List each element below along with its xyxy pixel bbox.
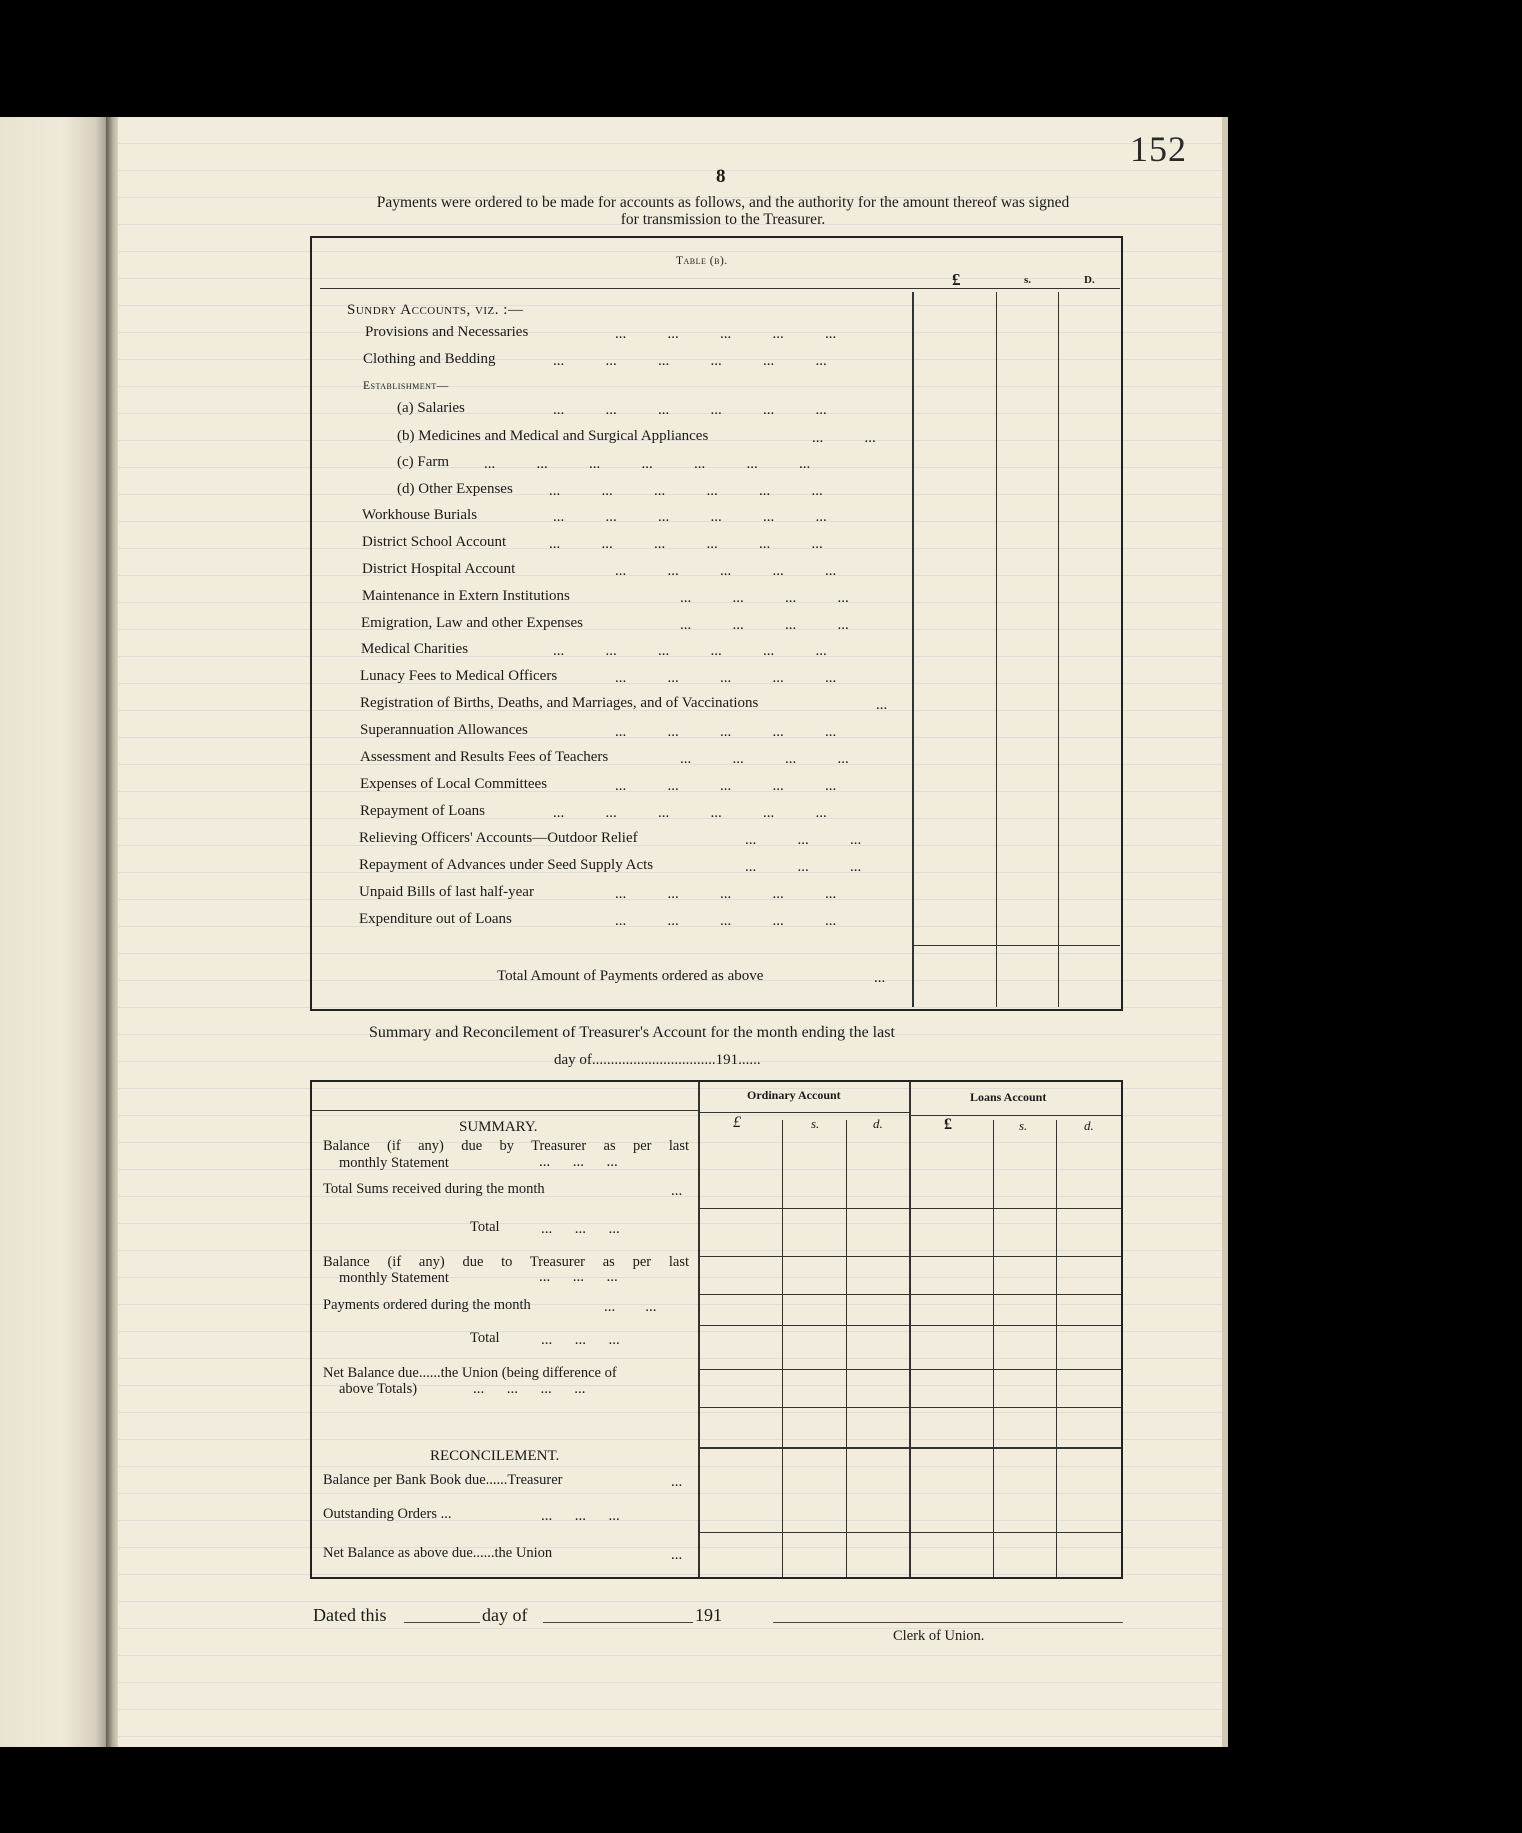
payment-row-label: District Hospital Account [362, 561, 516, 577]
sum-rule-3 [700, 1294, 1121, 1295]
summary-row-2: Total Sums received during the month [323, 1181, 545, 1197]
payment-row-leader: ... ... ... ... [680, 590, 849, 606]
payment-row-leader: ... ... ... ... [680, 751, 849, 767]
summary-row-3: Total [470, 1219, 500, 1235]
payment-row-leader: ... ... ... ... ... [615, 886, 837, 902]
loans-pence-header: d. [1084, 1118, 1094, 1133]
payment-row-leader: ... ... ... ... ... ... [549, 483, 823, 499]
payment-row-leader: ... ... ... ... ... ... [553, 402, 827, 418]
summary-row-4a: Balance (if any) due to Treasurer as per last [323, 1254, 689, 1270]
ord-pence-header: d. [873, 1116, 883, 1131]
establishment-heading: Establishment— [363, 380, 449, 392]
sum-rule-8 [700, 1532, 1121, 1533]
summary-heading-line2: day of.................................191...... [554, 1052, 761, 1068]
ord-shillings-header: s. [811, 1116, 820, 1131]
dated-this-label: Dated this [313, 1605, 387, 1625]
summary-heading-line1: Summary and Reconcilement of Treasurer's Account for the month ending the last [369, 1024, 895, 1041]
payment-row-leader: ... ... ... ... ... [615, 778, 837, 794]
reconcilement-row-2-leader: ... ... ... [541, 1508, 620, 1524]
table-caption: Table (b). [676, 255, 728, 267]
summary-row-6: Total [470, 1330, 500, 1346]
payment-row-label: Expenditure out of Loans [359, 911, 512, 927]
payment-row-leader: ... ... ... ... ... [615, 563, 837, 579]
payment-row-leader: ... ... ... ... ... ... ... [484, 456, 811, 472]
payment-row-label: Superannuation Allowances [360, 722, 528, 738]
ordinary-account-header: Ordinary Account [747, 1088, 841, 1102]
summary-title: SUMMARY. [459, 1119, 538, 1135]
total-payments-leader: ... [874, 970, 886, 986]
left-page-edge [0, 117, 112, 1747]
summary-row-1b: monthly Statement [339, 1155, 449, 1171]
reconcilement-row-1-leader: ... [671, 1474, 683, 1490]
payment-row-leader: ... ... ... ... ... ... [549, 536, 823, 552]
payment-row-label: Relieving Officers' Accounts—Outdoor Relief [359, 830, 638, 846]
sum-rule-1 [700, 1208, 1121, 1209]
payment-row-label: (d) Other Expenses [397, 481, 513, 497]
payment-row-label: Lunacy Fees to Medical Officers [360, 668, 558, 684]
page-number: 8 [716, 166, 726, 187]
reconcilement-row-2: Outstanding Orders ... [323, 1506, 452, 1522]
loans-pence-divider [1056, 1120, 1057, 1577]
payment-row-label: Repayment of Loans [360, 803, 485, 819]
payment-row-leader: ... ... ... [745, 859, 862, 875]
payment-row-label: Maintenance in Extern Institutions [362, 588, 570, 604]
payment-row-label: Unpaid Bills of last half-year [359, 884, 534, 900]
reconcilement-row-3-leader: ... [671, 1547, 683, 1563]
payment-row-label: Medical Charities [361, 641, 469, 657]
payment-row-label: Assessment and Results Fees of Teachers [360, 749, 609, 765]
summary-row-5: Payments ordered during the month [323, 1297, 531, 1313]
summary-row-3-leader: ... ... ... [541, 1221, 620, 1237]
payment-row-label: Expenses of Local Committees [360, 776, 548, 792]
day-of-label: day of [482, 1605, 528, 1625]
account-header-rule-right [909, 1115, 1121, 1116]
signature-line [773, 1622, 1123, 1623]
summary-row-7-leader: ... ... ... ... [473, 1381, 586, 1397]
total-rule [912, 945, 1120, 946]
payment-row-leader: ... ... ... [745, 832, 862, 848]
payment-row-leader: ... ... [812, 430, 876, 446]
payment-row-leader: ... ... ... ... ... ... [553, 643, 827, 659]
year-label: 191 [695, 1605, 722, 1625]
summary-row-5-leader: ... ... [604, 1299, 657, 1315]
payment-row-label: District School Account [362, 534, 507, 550]
summary-header-rule [312, 1110, 698, 1111]
payment-row-label: Registration of Births, Deaths, and Marriages, and of Vaccinations [360, 695, 759, 711]
pence-header: D. [1084, 274, 1095, 286]
payment-row-leader: ... ... ... ... ... [615, 913, 837, 929]
summary-col-divider [698, 1082, 700, 1577]
summary-row-2-leader: ... [671, 1183, 683, 1199]
account-header-rule-left [698, 1112, 909, 1113]
ord-pence-divider [846, 1120, 847, 1577]
summary-row-4-leader: ... ... ... [539, 1269, 618, 1285]
payment-row-label: (a) Salaries [397, 400, 465, 416]
payment-row-label: Emigration, Law and other Expenses [361, 615, 584, 631]
page-edge [1222, 117, 1228, 1747]
pence-column-divider [1058, 292, 1059, 1007]
loans-pounds-header: £ [944, 1116, 952, 1133]
payment-row-label: Repayment of Advances under Seed Supply Acts [359, 857, 654, 873]
reconcilement-row-1: Balance per Bank Book due......Treasurer [323, 1472, 563, 1488]
payment-row-label: Clothing and Bedding [363, 351, 496, 367]
payment-row-leader: ... ... ... ... ... [615, 724, 837, 740]
payment-row-leader: ... ... ... ... ... ... [553, 805, 827, 821]
payment-row-leader: ... [876, 697, 888, 713]
reconcilement-title: RECONCILEMENT. [430, 1448, 560, 1464]
loans-shillings-header: s. [1019, 1118, 1028, 1133]
payment-row-leader: ... ... ... ... ... ... [553, 509, 827, 525]
ord-shillings-divider [782, 1120, 783, 1577]
sum-rule-5 [700, 1369, 1121, 1370]
month-blank [543, 1622, 693, 1623]
sum-rule-7 [700, 1447, 1121, 1449]
summary-row-7a: Net Balance due......the Union (being difference of [323, 1365, 617, 1381]
pounds-header: £ [952, 270, 961, 289]
summary-row-6-leader: ... ... ... [541, 1332, 620, 1348]
payment-row-label: Workhouse Burials [362, 507, 478, 523]
summary-row-1a: Balance (if any) due by Treasurer as per last [323, 1138, 689, 1154]
section-heading: Sundry Accounts, viz. :— [347, 302, 524, 318]
loans-shillings-divider [993, 1120, 994, 1577]
summary-row-7b: above Totals) [339, 1381, 418, 1397]
payment-row-label: Provisions and Necessaries [365, 324, 529, 340]
shillings-header: s. [1024, 274, 1032, 286]
summary-row-1-leader: ... ... ... [539, 1154, 618, 1170]
payment-row-leader: ... ... ... ... ... [615, 326, 837, 342]
payment-row-label: (c) Farm [397, 454, 450, 470]
payment-row-leader: ... ... ... ... ... [615, 670, 837, 686]
day-blank [404, 1622, 480, 1623]
loans-account-header: Loans Account [970, 1090, 1047, 1104]
clerk-label: Clerk of Union. [893, 1628, 985, 1644]
amount-column-divider [912, 292, 914, 1007]
intro-text: Payments were ordered to be made for accounts as follows, and the authority for the amount thereof was signed for transmission to the Treasurer. [376, 194, 1070, 228]
summary-row-4b: monthly Statement [339, 1270, 449, 1286]
sum-rule-2 [700, 1256, 1121, 1257]
total-payments-label: Total Amount of Payments ordered as above [497, 968, 764, 984]
sum-rule-4 [700, 1325, 1121, 1326]
reconcilement-row-3: Net Balance as above due......the Union [323, 1545, 553, 1561]
folio-number: 152 [1130, 129, 1187, 169]
payment-row-label: (b) Medicines and Medical and Surgical Appliances [397, 428, 709, 444]
ord-pounds-header: £ [733, 1114, 741, 1131]
header-rule [320, 288, 1120, 289]
account-col-divider [909, 1082, 911, 1577]
payment-row-leader: ... ... ... ... ... ... [553, 353, 827, 369]
sum-rule-6 [700, 1407, 1121, 1408]
shillings-column-divider [996, 292, 997, 1007]
payment-row-leader: ... ... ... ... [680, 617, 849, 633]
